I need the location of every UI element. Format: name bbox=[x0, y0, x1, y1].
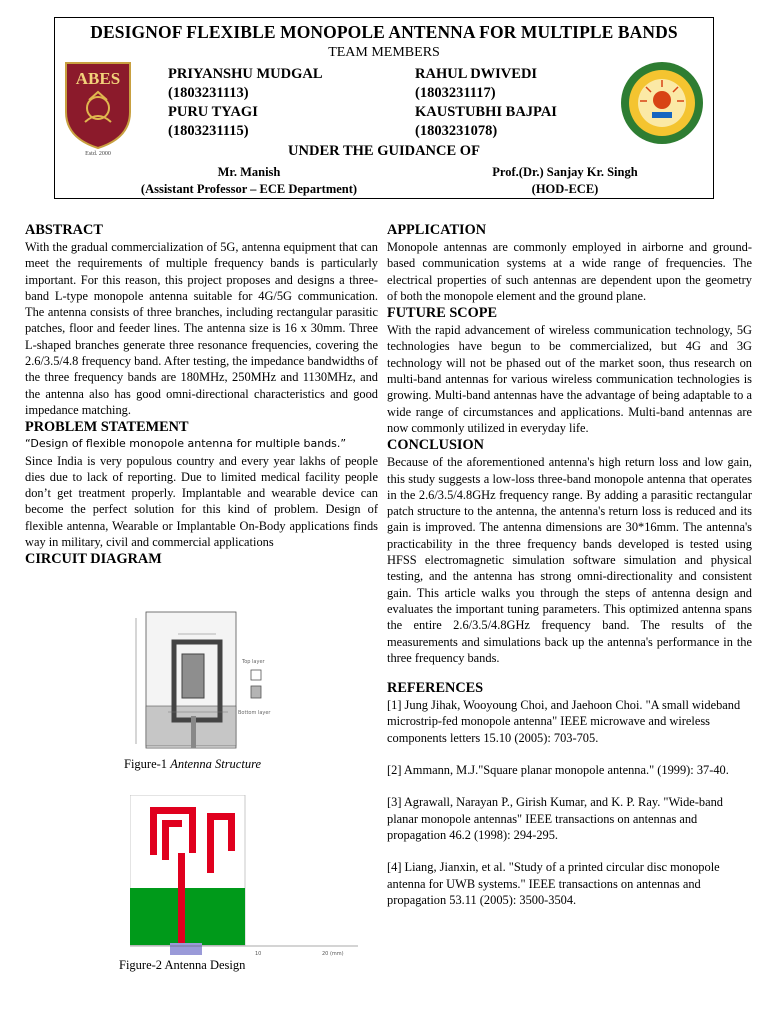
conclusion-text: Because of the aforementioned antenna's high return loss and low gain, this study suggests a low-loss three-band monopole antenna that operates in the 2.6/3.5/4.8GHz frequency range. By adding a parasitic rectangular patch structure to the antenna, the antenna's return loss is reduced and its gain is improved. The antenna dimensions are 30*16mm. The antenna's practicability in the three frequency bands developed is tested using HFSS electromagnetic simulation software simulation and physical testing, and the antenna has strong omni-directionality and consistent gain. This article walks you through the steps of antenna design and evaluates the important tuning parameters. This optimized antenna spans the entire 2.6/3.5/4.8GHz frequency band. The results of the measurements and simulations back up the antenna's performance in the three frequency bands. bbox=[387, 455, 752, 665]
member-id: (1803231078) bbox=[415, 123, 498, 139]
top-layer-label: Top layer bbox=[242, 659, 265, 665]
reference-item: [2] Ammann, M.J."Square planar monopole antenna." (1999): 37-40. bbox=[387, 763, 729, 778]
conclusion-heading: CONCLUSION bbox=[387, 437, 484, 454]
figure-1-caption bbox=[124, 757, 261, 772]
circuit-diagram-heading: CIRCUIT DIAGRAM bbox=[25, 551, 162, 568]
problem-quote: “Design of flexible monopole antenna for multiple bands.” bbox=[25, 437, 347, 451]
member-1 bbox=[168, 65, 323, 141]
guidance-label: UNDER THE GUIDANCE OF bbox=[288, 143, 480, 159]
antenna-structure-figure bbox=[118, 606, 288, 754]
guide-2 bbox=[455, 164, 675, 198]
guide-name: Prof.(Dr.) Sanjay Kr. Singh bbox=[492, 165, 638, 179]
guide-role: (HOD-ECE) bbox=[531, 182, 599, 196]
abstract-text: With the gradual commercialization of 5G, antenna equipment that can meet the requirements of multiple frequency bands is particularly important. For this reason, this project proposes and designs a three-band L-type monopole antenna suitable for 4G/5G communication. The antenna consists of three branches, including rectangular parasitic patches, floor and feeder lines. The antenna size is 16 x 30mm. Three L-shaped branches generate three resonance frequencies, covering the 2.6/3.5/4.8 frequency band. After testing, the impedance bandwidths of the three frequency bands are 180MHz, 250MHz and 1130MHz, and the antenna also has good omni-directional characteristics and good impedance matching. bbox=[25, 240, 378, 417]
references-heading: REFERENCES bbox=[387, 680, 484, 697]
future-scope-text: With the rapid advancement of wireless communication technology, 5G technologies have begun to be commercialized, but 4G and 3G technology will not be phased out of the market soon, thus research on multi-band antennas for various wireless communication technologies is growing. Multi-band antennas have the advantage of being adaptable to a wide range of circumstances and applications. Multi-band antennas are now commonly utilized in everyday life. bbox=[387, 323, 752, 435]
application-heading: APPLICATION bbox=[387, 222, 487, 238]
left-column bbox=[25, 222, 378, 568]
abes-logo bbox=[63, 60, 133, 156]
future-scope-heading: FUTURE SCOPE bbox=[387, 305, 498, 322]
member-name: PURU TYAGI bbox=[168, 104, 258, 120]
reference-item: [1] Jung Jihak, Wooyoung Choi, and Jaehoon Choi. "A small wideband microstrip-fed monopole antenna" IEEE microwave and wireless components letters 15.10 (2005): 703-705. bbox=[387, 698, 741, 745]
figure-2-caption: Figure-2 Antenna Design bbox=[119, 958, 246, 972]
member-2 bbox=[415, 65, 557, 141]
problem-text: Since India is very populous country and every year lakhs of people dies due to lack of reporting. Due to limited medical facility people don’t get treatment properly. Implantable and wearable device can become the perfect solution for this kind of problem. Design of flexible antenna, Wearable or Implantable On-Body applications finds way in military, civil and commercial applications bbox=[25, 453, 378, 550]
member-id: (1803231115) bbox=[168, 123, 249, 139]
abes-est-text: Estd. 2000 bbox=[85, 151, 111, 156]
member-name: KAUSTUBHI BAJPAI bbox=[415, 104, 557, 120]
member-id: (1803231113) bbox=[168, 85, 249, 101]
abstract-heading: ABSTRACT bbox=[25, 222, 103, 238]
member-name: PRIYANSHU MUDGAL bbox=[168, 66, 323, 82]
poster-title: DESIGNOF FLEXIBLE MONOPOLE ANTENNA FOR MULTIPLE BANDS bbox=[90, 22, 678, 42]
figure-1-caption-title: Antenna Structure bbox=[170, 757, 262, 771]
application-text: Monopole antennas are commonly employed in airborne and ground-based communication systems at a wide range of frequencies. The electrical properties of such antennas are dependent upon the geometry of both the monopole element and the ground plane. bbox=[387, 240, 752, 303]
scale-label-10: 10 bbox=[255, 951, 262, 957]
guide-name: Mr. Manish bbox=[217, 165, 281, 179]
team-members-label: TEAM MEMBERS bbox=[328, 45, 440, 60]
reference-item: [3] Agrawall, Narayan P., Girish Kumar, and K. P. Ray. "Wide-band planar monopole antennas" IEEE transactions on antennas and propagation 46.2 (1998): 294-295. bbox=[387, 795, 724, 842]
abes-logo-text: ABES bbox=[75, 69, 121, 88]
scale-label-20: 20 (mm) bbox=[322, 951, 344, 957]
problem-statement-heading: PROBLEM STATEMENT bbox=[25, 419, 189, 436]
guide-1 bbox=[129, 164, 369, 198]
antenna-design-figure bbox=[130, 795, 360, 957]
figure-1-caption-prefix: Figure-1 bbox=[124, 757, 171, 771]
bottom-layer-label: Bottom layer bbox=[238, 710, 271, 716]
reference-item: [4] Liang, Jianxin, et al. "Study of a printed circular disc monopole antenna for UWB systems." IEEE transactions on antennas and propagation 53.11 (2005): 3500-3504. bbox=[387, 860, 720, 907]
right-column bbox=[387, 222, 752, 924]
university-seal-logo bbox=[619, 60, 705, 146]
member-id: (1803231117) bbox=[415, 85, 496, 101]
guide-role: (Assistant Professor – ECE Department) bbox=[140, 182, 358, 196]
member-name: RAHUL DWIVEDI bbox=[415, 66, 538, 82]
poster-header bbox=[54, 17, 714, 199]
